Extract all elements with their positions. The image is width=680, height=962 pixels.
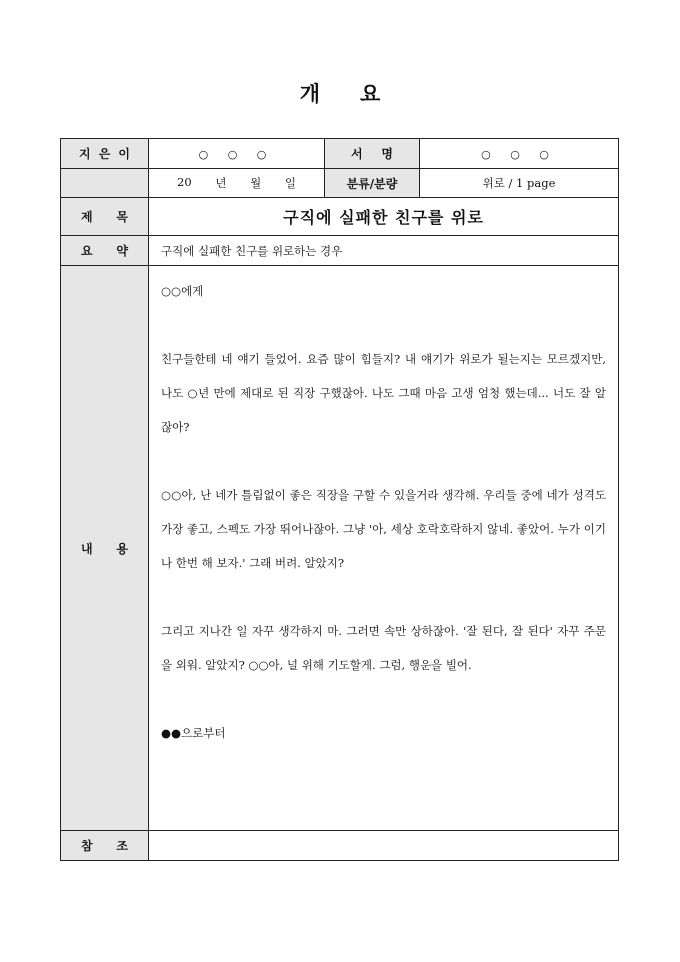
category-value: 위로 / 1 page: [420, 169, 619, 198]
summary-label: 요 약: [61, 236, 149, 266]
category-label: 분류/분량: [325, 169, 420, 198]
content-row: [61, 266, 619, 831]
reference-row: [61, 831, 619, 861]
page-title-part-1: 개: [299, 81, 320, 106]
reference-value: [149, 831, 619, 861]
page-title: [0, 78, 680, 108]
page-title-part-2: 요: [360, 81, 381, 106]
letter-paragraph-3: 그리고 지나간 일 자꾸 생각하지 마. 그러면 속만 상하잖아. '잘 된다, 잘 된다' 자꾸 주문을 외워. 알았지? ○○아, 널 위해 기도할게. 그럼, 행운을 빌어.: [161, 624, 606, 672]
date-value: 20 년 월 일: [149, 169, 325, 198]
content-label: 내 용: [61, 266, 149, 831]
author-label: 지 은 이: [61, 139, 149, 169]
signature-label: 서 명: [325, 139, 420, 169]
letter-greeting: ○○에게: [161, 284, 204, 298]
letter-content: [149, 266, 619, 831]
summary-row: [61, 236, 619, 266]
signature-value: ○ ○ ○: [420, 139, 619, 169]
author-row: [61, 139, 619, 169]
summary-value: 구직에 실패한 친구를 위로하는 경우: [149, 236, 619, 266]
reference-label: 참 조: [61, 831, 149, 861]
letter-paragraph-2: ○○아, 난 네가 틀림없이 좋은 직장을 구할 수 있을거라 생각해. 우리들 중에 네가 성격도 가장 좋고, 스펙도 가장 뛰어나잖아. 그냥 '아, 세상 호락호락하지 않네. 좋았어. 누가 이기나 한번 해 보자.' 그래 버려. 알았지?: [161, 488, 606, 570]
subject-label: 제 목: [61, 198, 149, 236]
letter-paragraph-1: 친구들한테 네 얘기 들었어. 요즘 많이 힘들지? 내 얘기가 위로가 될는지는 모르겠지만, 나도 ○년 만에 제대로 된 직장 구했잖아. 나도 그때 마음 고생 엄청 했는데... 너도 잘 알잖아?: [161, 352, 606, 434]
subject-row: [61, 198, 619, 236]
document-form-table: [60, 138, 619, 861]
subject-value: 구직에 실패한 친구를 위로: [149, 198, 619, 236]
date-label: [61, 169, 149, 198]
author-value: ○ ○ ○: [149, 139, 325, 169]
letter-closing: ●●으로부터: [161, 726, 226, 740]
date-row: [61, 169, 619, 198]
